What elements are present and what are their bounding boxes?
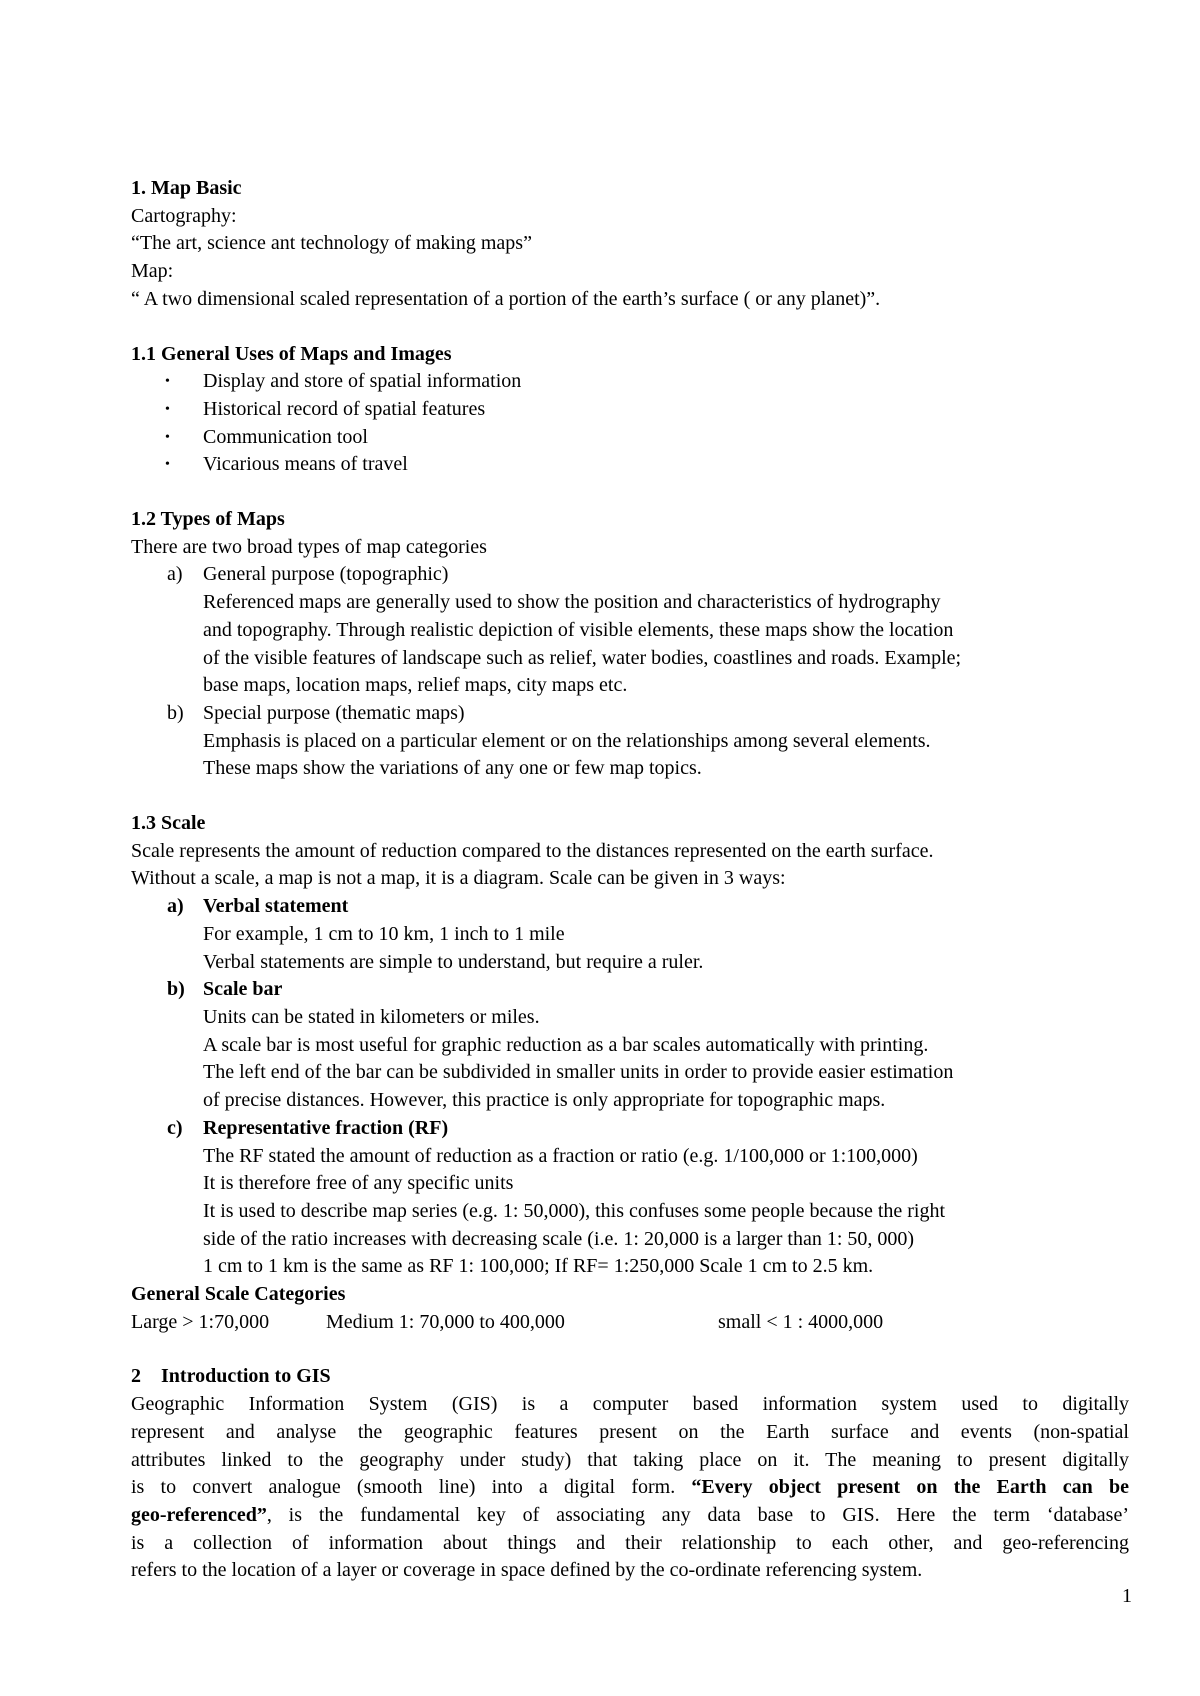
paragraph-line: “The art, science ant technology of making maps” (131, 232, 532, 255)
list-item-text: These maps show the variations of any one or few map topics. (203, 757, 702, 780)
list-item-text: and topography. Through realistic depiction of visible elements, these maps show the location (203, 618, 954, 641)
scale-categories-heading: General Scale Categories (131, 1283, 346, 1306)
paragraph-line: Without a scale, a map is not a map, it is a diagram. Scale can be given in 3 ways: (131, 867, 786, 890)
paragraph-line: Scale represents the amount of reduction compared to the distances represented on the earth surface. (131, 839, 934, 862)
bullet-icon: • (165, 401, 170, 417)
paragraph-line: refers to the location of a layer or coverage in space defined by the co-ordinate referencing system. (131, 1559, 923, 1582)
section-heading-intro-gis: 2 Introduction to GIS (131, 1365, 331, 1388)
paragraph-line: Cartography: (131, 204, 237, 227)
list-item-text: 1 cm to 1 km is the same as RF 1: 100,000; If RF= 1:250,000 Scale 1 cm to 2.5 km. (203, 1255, 874, 1278)
section-heading-general-uses: 1.1 General Uses of Maps and Images (131, 342, 452, 365)
list-item: a) General purpose (topographic) (167, 563, 449, 586)
list-item: b) Scale bar (167, 978, 283, 1001)
list-item: c) Representative fraction (RF) (167, 1116, 449, 1139)
list-item-text: of precise distances. However, this practice is only appropriate for topographic maps. (203, 1089, 886, 1112)
scale-category-medium: Medium 1: 70,000 to 400,000 (326, 1310, 565, 1333)
list-item-text: A scale bar is most useful for graphic reduction as a bar scales automatically with printing. (203, 1033, 929, 1056)
paragraph-line: is a collection of information about things and their relationship to each other, and geo-referencing (131, 1531, 1129, 1554)
page-number: 1 (1122, 1585, 1132, 1607)
list-item-text: The RF stated the amount of reduction as a fraction or ratio (e.g. 1/100,000 or 1:100,000) (203, 1144, 918, 1167)
section-heading-map-basic: 1. Map Basic (131, 177, 242, 199)
list-item-text: It is used to describe map series (e.g. 1: 50,000), this confuses some people because the right (203, 1199, 946, 1222)
paragraph-line: There are two broad types of map categories (131, 535, 487, 558)
scale-categories-row (131, 1309, 1129, 1337)
paragraph-line: represent and analyse the geographic features present on the Earth surface and events (non-spatial (131, 1420, 1129, 1443)
paragraph-line: geo-referenced”, is the fundamental key of associating any data base to GIS. Here the term ‘database’ (131, 1503, 1129, 1526)
bullet-item: • Communication tool (131, 424, 1129, 452)
paragraph-line: “ A two dimensional scaled representation of a portion of the earth’s surface ( or any planet)”. (131, 287, 881, 310)
section-heading-scale: 1.3 Scale (131, 812, 206, 835)
bullet-item: • Vicarious means of travel (131, 451, 1129, 479)
list-item-text: Referenced maps are generally used to show the position and characteristics of hydrography (203, 591, 941, 614)
bullet-icon: • (165, 374, 170, 390)
paragraph-line: attributes linked to the geography under study) that taking place on it. The meaning to present digitally (131, 1448, 1129, 1471)
list-item: a) Verbal statement (167, 895, 349, 918)
bullet-item: • Historical record of spatial features (131, 396, 1129, 424)
list-item-text: Emphasis is placed on a particular element or on the relationships among several elements. (203, 729, 931, 752)
list-item-text: of the visible features of landscape such as relief, water bodies, coastlines and roads. Example; (203, 646, 962, 669)
paragraph-line: Geographic Information System (GIS) is a computer based information system used to digitally (131, 1393, 1129, 1416)
list-item-text: side of the ratio increases with decreasing scale (i.e. 1: 20,000 is a larger than 1: 50, 000) (203, 1227, 915, 1250)
list-item-text: The left end of the bar can be subdivided in smaller units in order to provide easier estimation (203, 1061, 954, 1084)
page-content (131, 175, 1129, 1585)
scale-category-small: small < 1 : 4000,000 (718, 1310, 884, 1333)
list-item-text: Units can be stated in kilometers or miles. (203, 1005, 540, 1028)
list-item: b) Special purpose (thematic maps) (167, 701, 465, 724)
paragraph-line: Map: (131, 260, 174, 283)
list-item-text: base maps, location maps, relief maps, city maps etc. (203, 674, 628, 697)
scale-category-large: Large > 1:70,000 (131, 1310, 270, 1333)
list-item-text: It is therefore free of any specific units (203, 1172, 514, 1195)
bullet-item: • Display and store of spatial information (131, 368, 1129, 396)
paragraph-line: is to convert analogue (smooth line) into a digital form. “Every object present on the Earth can be (131, 1476, 1129, 1499)
list-item-text: Verbal statements are simple to understand, but require a ruler. (203, 950, 704, 973)
section-heading-types-of-maps: 1.2 Types of Maps (131, 508, 285, 531)
list-item-text: For example, 1 cm to 10 km, 1 inch to 1 mile (203, 922, 565, 945)
bullet-icon: • (165, 457, 170, 473)
bullet-icon: • (165, 429, 170, 445)
